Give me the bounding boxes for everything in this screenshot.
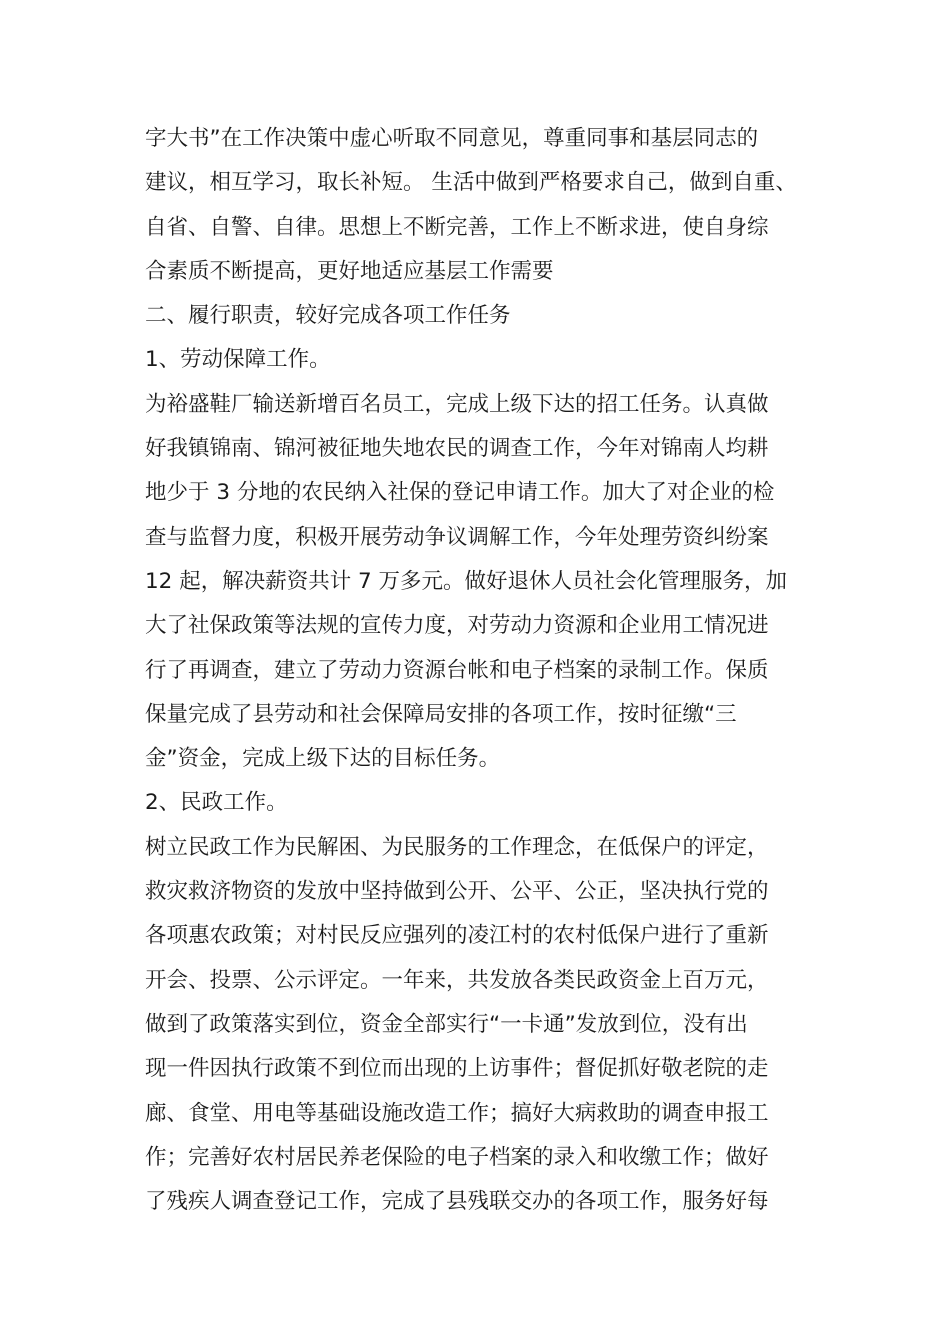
text-line: 救灾救济物资的发放中坚持做到公开、公平、公正，坚决执行党的 xyxy=(145,879,769,905)
text-line: 为裕盛鞋厂输送新增百名员工，完成上级下达的招工任务。认真做 xyxy=(145,391,769,417)
text-line: 开会、投票、公示评定。一年来，共发放各类民政资金上百万元， xyxy=(145,967,769,993)
subsection-heading: 2、民政工作。 xyxy=(145,790,288,816)
section-heading: 二、履行职责，较好完成各项工作任务 xyxy=(145,303,511,329)
text-line: 地少于 3 分地的农民纳入社保的登记申请工作。加大了对企业的检 xyxy=(145,480,775,506)
text-line: 了残疾人调查登记工作，完成了县残联交办的各项工作，服务好每 xyxy=(145,1189,769,1215)
text-line: 自省、自警、自律。思想上不断完善，工作上不断求进，使自身综 xyxy=(145,214,769,240)
text-line: 建议，相互学习，取长补短。 生活中做到严格要求自己，做到自重、 xyxy=(145,170,797,196)
subsection-heading: 1、劳动保障工作。 xyxy=(145,347,331,373)
text-line: 行了再调查，建立了劳动力资源台帐和电子档案的录制工作。保质 xyxy=(145,657,769,683)
document-body xyxy=(145,117,810,1224)
text-line: 好我镇锦南、锦河被征地失地农民的调查工作，今年对锦南人均耕 xyxy=(145,436,769,462)
text-line: 现一件因执行政策不到位而出现的上访事件；督促抓好敬老院的走 xyxy=(145,1056,769,1082)
text-line: 各项惠农政策；对村民反应强列的凌江村的农村低保户进行了重新 xyxy=(145,923,769,949)
text-line: 字大书”在工作决策中虚心听取不同意见，尊重同事和基层同志的 xyxy=(145,126,759,151)
text-line: 查与监督力度，积极开展劳动争议调解工作，今年处理劳资纠纷案 xyxy=(145,524,769,550)
text-line: 大了社保政策等法规的宣传力度，对劳动力资源和企业用工情况进 xyxy=(145,613,769,639)
text-line: 廊、食堂、用电等基础设施改造工作；搞好大病救助的调查申报工 xyxy=(145,1100,769,1126)
text-line: 树立民政工作为民解困、为民服务的工作理念，在低保户的评定， xyxy=(145,834,769,860)
text-line: 金”资金，完成上级下达的目标任务。 xyxy=(145,746,501,772)
text-line: 作；完善好农村居民养老保险的电子档案的录入和收缴工作；做好 xyxy=(145,1144,769,1170)
text-line: 12 起，解决薪资共计 7 万多元。做好退休人员社会化管理服务，加 xyxy=(145,568,788,594)
text-line: 保量完成了县劳动和社会保障局安排的各项工作，按时征缴“三 xyxy=(145,701,737,727)
text-line: 合素质不断提高，更好地适应基层工作需要 xyxy=(145,258,554,284)
text-line: 做到了政策落实到位，资金全部实行“一卡通”发放到位，没有出 xyxy=(145,1011,748,1037)
